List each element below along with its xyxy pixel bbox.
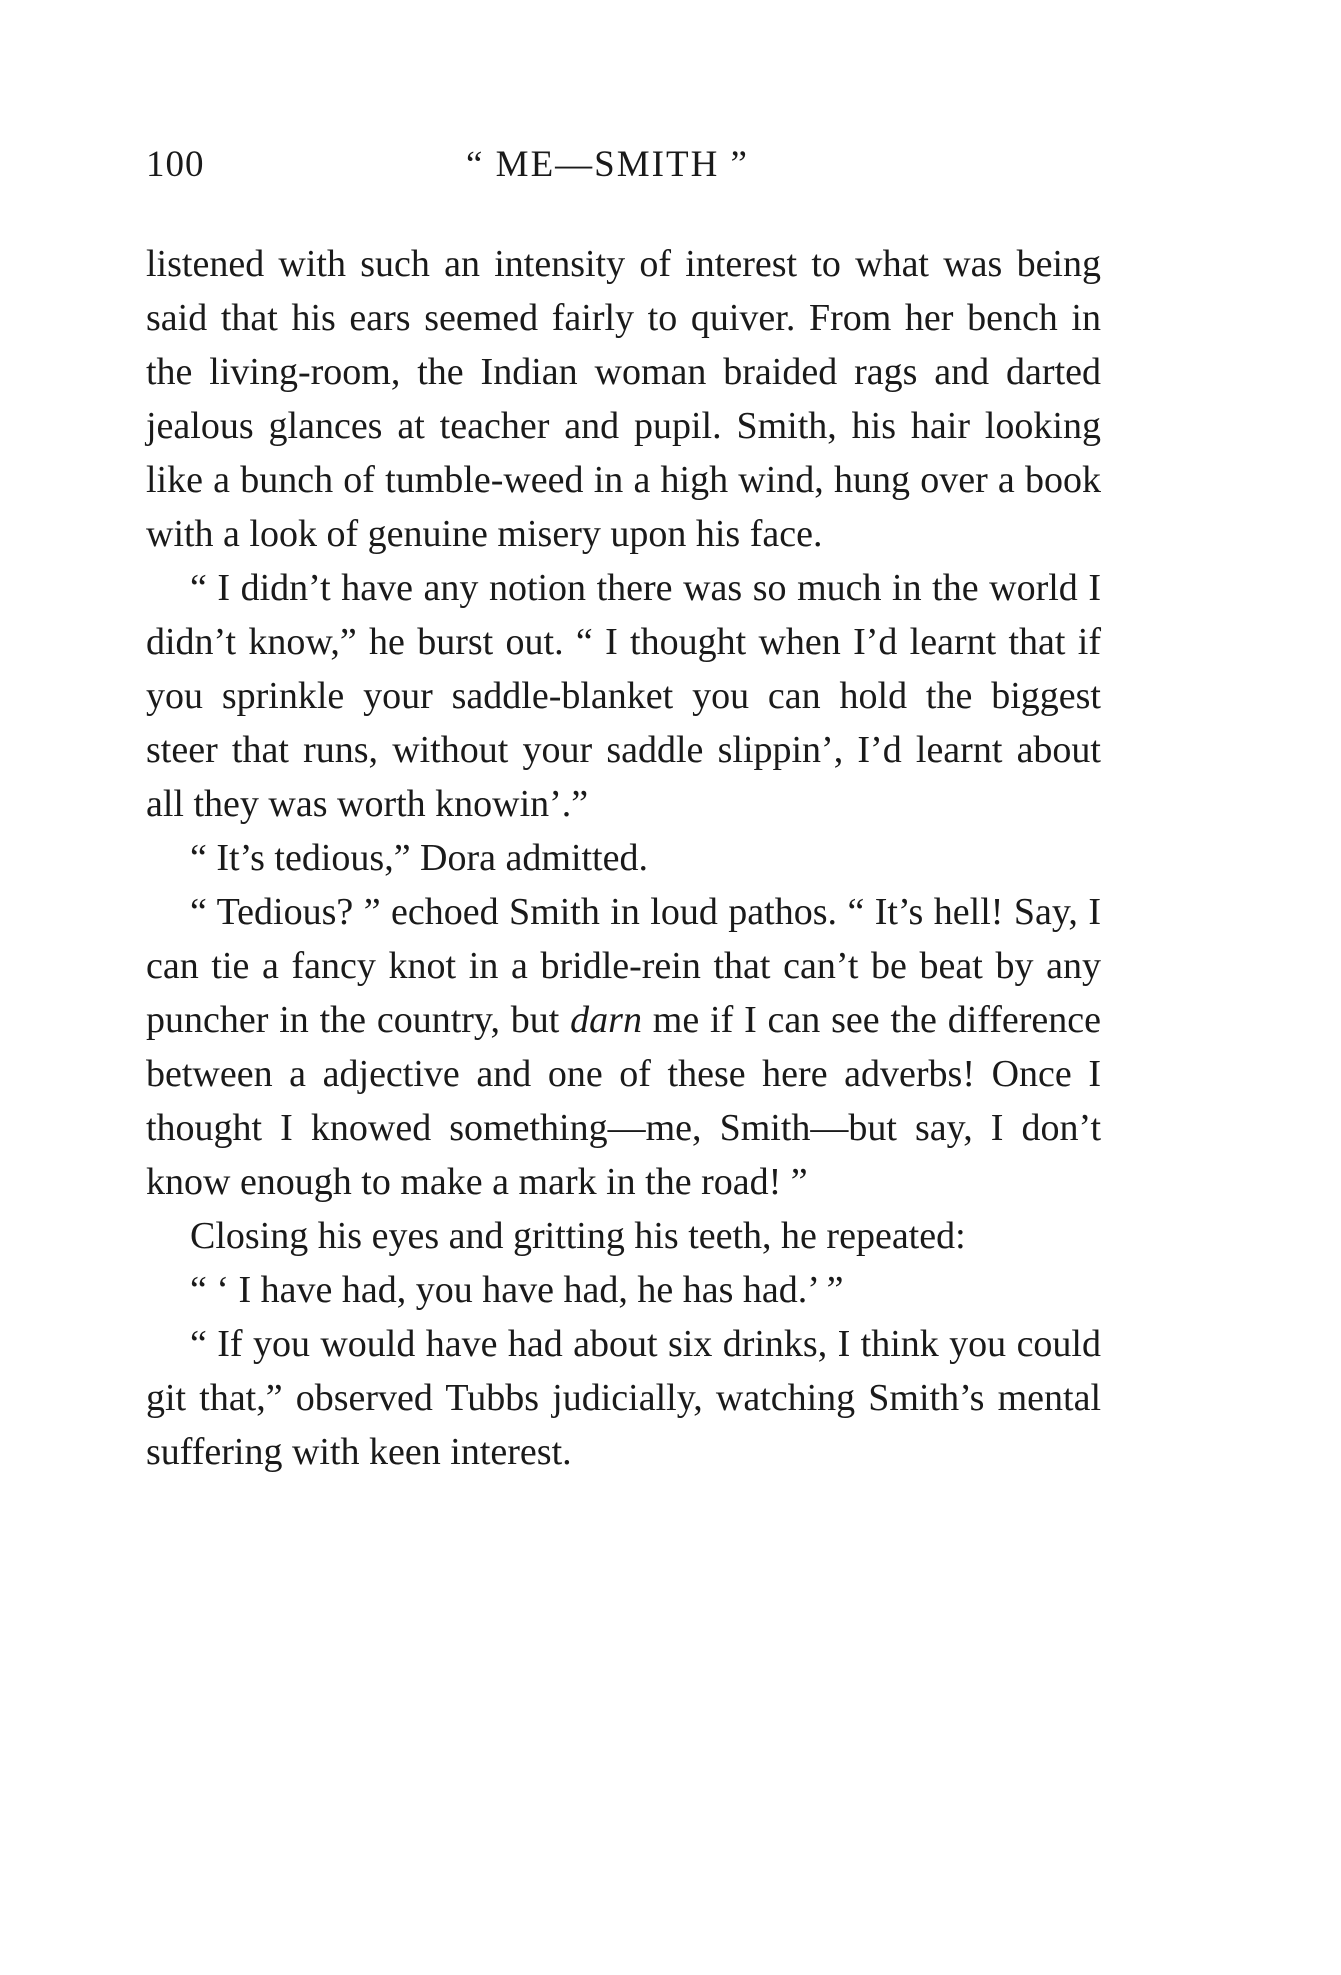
paragraph-4 — [146, 885, 1101, 1209]
emphasis-darn: darn — [570, 999, 642, 1041]
body-text — [146, 237, 1101, 1479]
paragraph-5: Closing his eyes and gritting his teeth, he repeated: — [190, 1215, 966, 1257]
paragraph-2: “ I didn’t have any notion there was so much in the world I didn’t know,” he burst out. “ I thought when I’d learnt that if you sprinkle your saddle-blanket you can hold the biggest steer that runs, without your saddle slippin’, I’d learnt about all they was worth knowin’.” — [146, 567, 1101, 825]
paragraph-1: listened with such an intensity of interest to what was being said that his ears seemed fairly to quiver. From her bench in the living-room, the Indian woman braided rags and darted jealous glances at teacher and pupil. Smith, his hair looking like a bunch of tumble-weed in a high wind, hung over a book with a look of genuine misery upon his face. — [146, 243, 1101, 555]
paragraph-7: “ If you would have had about six drinks, I think you could git that,” observed Tubbs judicially, watching Smith’s mental suffering with keen interest. — [146, 1323, 1101, 1473]
paragraph-6: “ ‘ I have had, you have had, he has had.’ ” — [190, 1269, 844, 1311]
paragraph-3: “ It’s tedious,” Dora admitted. — [190, 837, 648, 879]
paragraph-4-text-b: me if I can see the difference between a adjective and one of these here adverbs! Once I thought I knowed something—me, Smith—but say, I don’t know enough to make a mark in the road! ” — [146, 999, 1102, 1203]
page-number: 100 — [146, 144, 205, 185]
paragraph-4-text-a: “ Tedious? ” echoed Smith in loud pathos. “ It’s hell! Say, I can tie a fancy knot in a bridle-rein that can’t be beat by any puncher in the country, but — [146, 891, 1101, 1041]
running-head — [146, 140, 1101, 190]
running-title: “ ME—SMITH ” — [466, 144, 749, 185]
